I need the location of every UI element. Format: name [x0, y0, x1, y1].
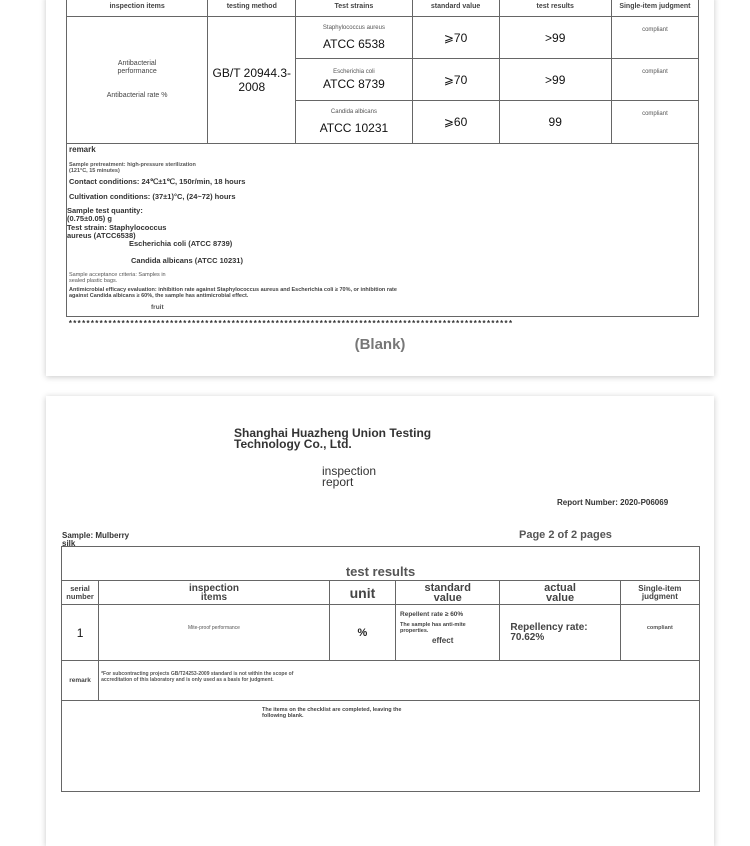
- remark-strain: Test strain: Staphylococcus aureus (ATCC6538): [67, 223, 167, 240]
- blank-label: (Blank): [354, 336, 406, 353]
- header-serial-number: serial number: [62, 581, 99, 605]
- blank-area: [62, 701, 700, 792]
- unit-cell: %: [329, 605, 395, 661]
- document-title: inspection report: [322, 464, 377, 489]
- header-test-strains: Test strains: [296, 0, 412, 17]
- results-title: test results: [62, 547, 700, 581]
- standard-value-cell: ⩾70: [412, 59, 499, 101]
- strain-code: ATCC 8739: [323, 76, 385, 91]
- sample-name: Sample: Mulberry silk: [62, 531, 130, 548]
- actual-cell: [500, 605, 620, 661]
- table-header-row: [62, 581, 700, 605]
- remark-cell: [99, 661, 700, 701]
- remark-label: remark: [69, 145, 96, 154]
- standard-line-2: The sample has anti-mite properties.: [400, 622, 466, 634]
- strain-name: Staphylococcus aureus: [322, 24, 385, 31]
- antibacterial-table: [66, 0, 699, 317]
- header-judgment: Single-item judgment: [611, 0, 698, 17]
- strain-cell: [296, 17, 412, 59]
- header-standard-value: standard value: [412, 0, 499, 17]
- remark-row: [62, 661, 700, 701]
- item-cell: Mite-proof performance: [99, 605, 330, 661]
- page-indicator: Page 2 of 2 pages: [519, 529, 612, 541]
- table-row: [67, 17, 699, 59]
- header-test-results: test results: [499, 0, 611, 17]
- judgment-cell: compliant: [611, 101, 698, 144]
- test-result-cell: >99: [499, 17, 611, 59]
- report-page-1: [46, 0, 714, 376]
- table-header-row: [67, 0, 699, 17]
- standard-cell: [396, 605, 500, 661]
- report-page-2: [46, 396, 714, 846]
- remark-quantity: Sample test quantity: (0.75±0.05) g: [67, 206, 143, 223]
- remark-evaluation: Antimicrobial efficacy evaluation: inhibition rate against Staphylococcus aureus and Escherichia coli ≥ 70%, or inhibition rate against Candida albicans ≥ 60%, the sample has antimicrobial effect.: [69, 287, 397, 299]
- item-label-performance: Antibacterial performance: [117, 60, 157, 75]
- standard-line-1: Repellent rate ≥ 60%: [400, 611, 464, 618]
- remark-cultivation: Cultivation conditions: (37±1)°C, (24~72) hours: [69, 192, 236, 201]
- remark-cell: [67, 144, 699, 317]
- header-inspection-items-text: inspection items: [188, 582, 239, 603]
- header-actual-value: [500, 581, 620, 605]
- standard-value-cell: ⩾70: [412, 17, 499, 59]
- header-standard-value-text: standard value: [424, 581, 471, 604]
- blank-row: [62, 701, 700, 792]
- serial-cell: 1: [62, 605, 99, 661]
- remark-row: [67, 144, 699, 317]
- mite-proof-table: [61, 546, 700, 792]
- remark-acceptance: Sample acceptance criteria: Samples in sealed plastic bags.: [69, 272, 166, 284]
- judgment-cell: compliant: [611, 59, 698, 101]
- header-standard-value: [396, 581, 500, 605]
- standard-line-3: effect: [432, 636, 454, 645]
- header-inspection-items: inspection items: [67, 0, 208, 17]
- completed-note: The items on the checklist are completed, leaving the following blank.: [262, 707, 402, 719]
- header-actual-value-text: actual value: [544, 581, 576, 604]
- asterisk-divider: *****************************************************************************************************: [68, 320, 513, 329]
- strain-code: ATCC 6538: [323, 36, 385, 51]
- judgment-cell: compliant: [620, 605, 699, 661]
- header-unit: unit: [329, 581, 395, 605]
- remark-candida: Candida albicans (ATCC 10231): [131, 256, 243, 265]
- testing-method-cell: GB/T 20944.3-2008: [208, 17, 296, 144]
- remark-fruit: fruit: [151, 304, 164, 311]
- item-label-rate: Antibacterial rate %: [106, 92, 168, 99]
- test-result-cell: 99: [499, 101, 611, 144]
- remark-contact: Contact conditions: 24℃±1℃, 150r/min, 18 hours: [69, 177, 246, 186]
- strain-cell: [296, 101, 412, 144]
- antibacterial-item-cell: [67, 17, 208, 144]
- table-row: [62, 605, 700, 661]
- remark-label: remark: [62, 661, 99, 701]
- header-testing-method: testing method: [208, 0, 296, 17]
- strain-name: Escherichia coli: [333, 68, 375, 75]
- header-judgment: Single-item judgment: [620, 581, 699, 605]
- results-title-row: [62, 547, 700, 581]
- test-result-cell: >99: [499, 59, 611, 101]
- actual-value: Repellency rate: 70.62%: [510, 621, 588, 643]
- remark-pretreatment: Sample pretreatment: high-pressure sterilization (121°C, 15 minutes): [69, 162, 196, 174]
- company-name: Shanghai Huazheng Union Testing Technology Co., Ltd.: [234, 426, 432, 451]
- remark-ecoli: Escherichia coli (ATCC 8739): [129, 239, 233, 248]
- header-inspection-items: [99, 581, 330, 605]
- judgment-cell: compliant: [611, 17, 698, 59]
- strain-code: ATCC 10231: [319, 121, 389, 135]
- strain-cell: [296, 59, 412, 101]
- standard-value-cell: ⩾60: [412, 101, 499, 144]
- report-number: Report Number: 2020-P06069: [557, 498, 669, 507]
- remark-text: *For subcontracting projects GB/T24253-2009 standard is not within the scope of accreditation of this laboratory and is only used as a basis for judgment.: [101, 671, 294, 683]
- strain-name: Candida albicans: [330, 109, 377, 115]
